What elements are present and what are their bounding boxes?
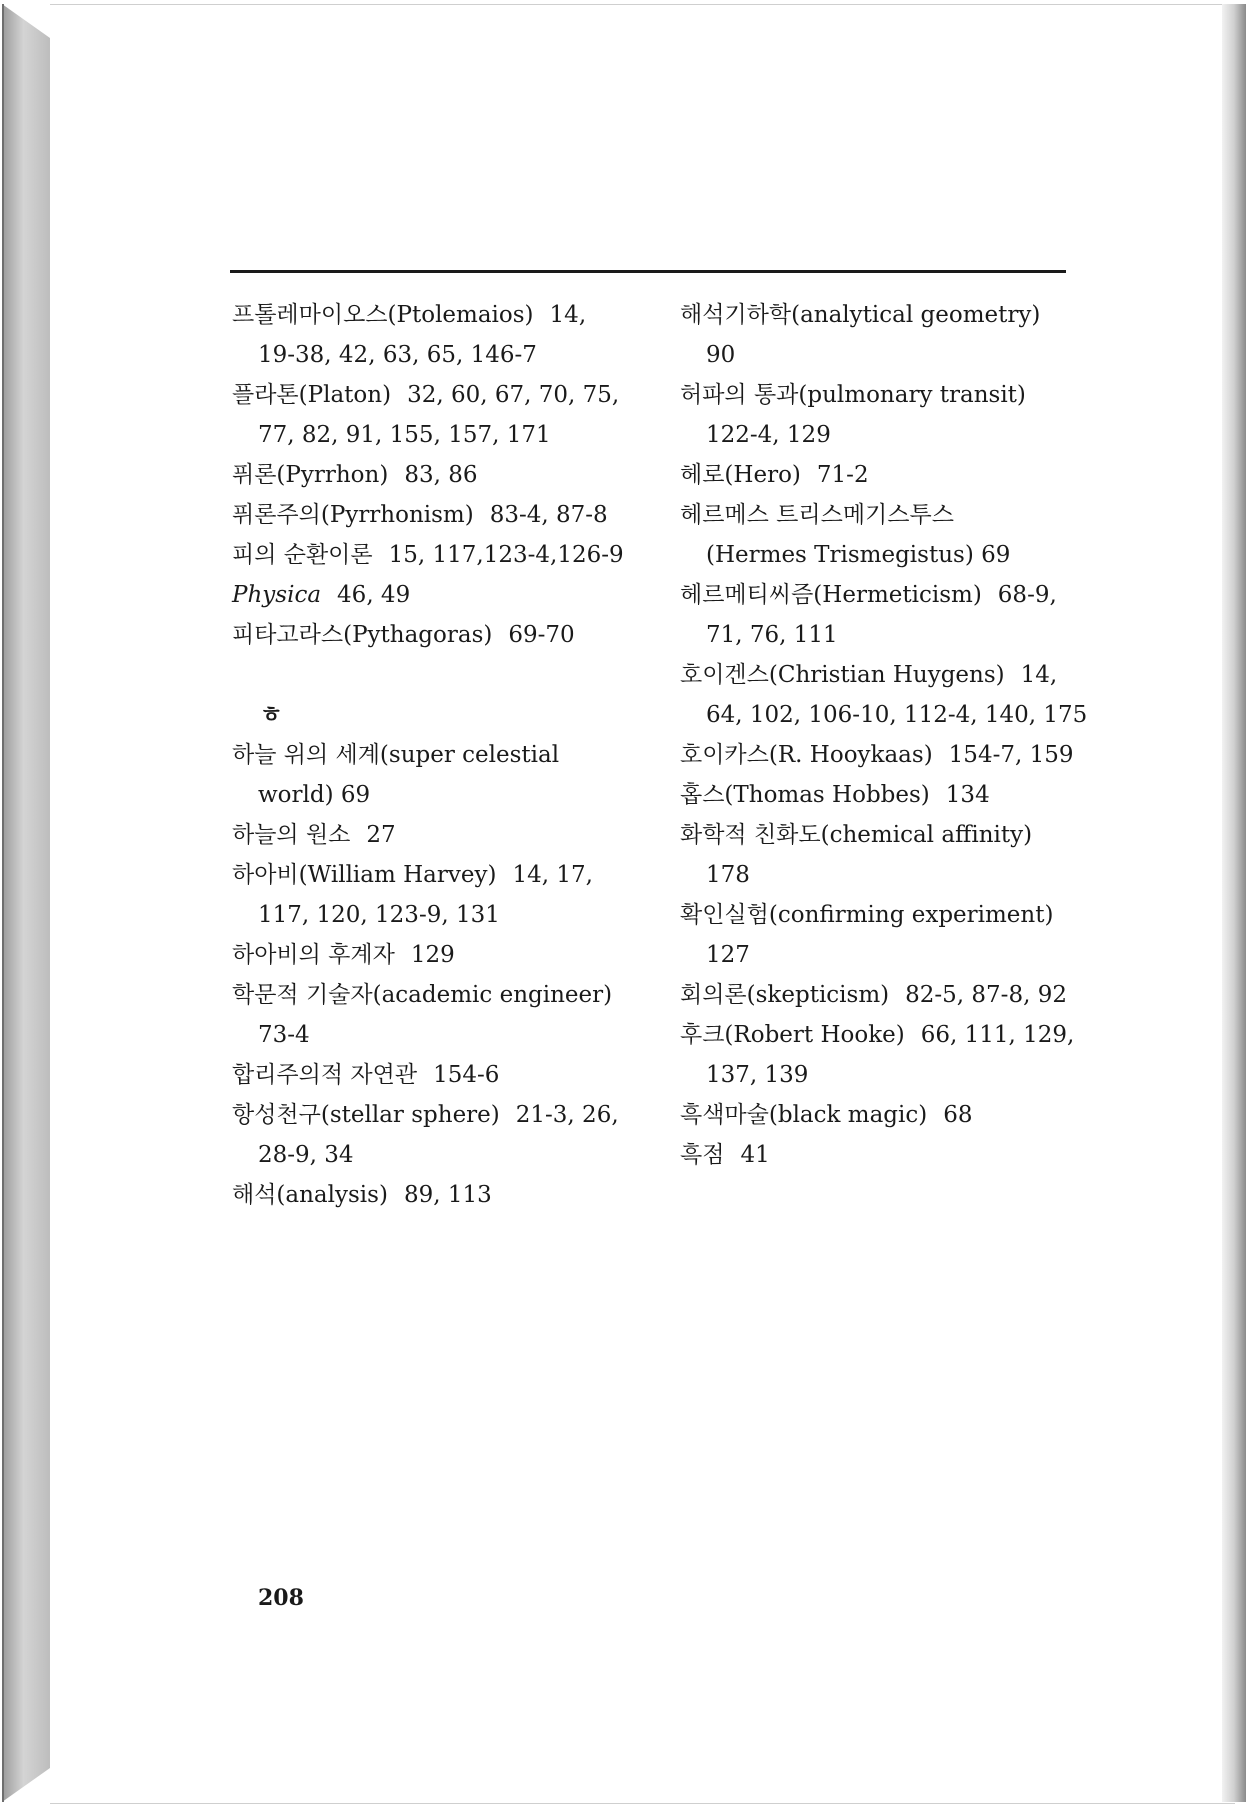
index-continuation (232, 335, 632, 375)
index-term (232, 495, 632, 535)
continuation-text: 117, 120, 123-9, 131 (258, 902, 500, 928)
index-term (680, 295, 1080, 335)
index-entry (232, 455, 632, 495)
index-entry (232, 575, 632, 615)
index-entry (680, 375, 1080, 455)
term-text: 프톨레마이오스(Ptolemaios) (232, 302, 534, 328)
page-references: 134 (945, 782, 990, 808)
index-entry (232, 1055, 632, 1095)
index-entry (232, 935, 632, 975)
page-references: 32, 60, 67, 70, 75, (407, 382, 620, 408)
index-term (232, 295, 632, 335)
index-term (680, 575, 1080, 615)
page-references: 69-70 (508, 622, 575, 648)
index-entry (232, 295, 632, 375)
page-references: 68-9, (997, 582, 1057, 608)
index-continuation (680, 935, 1080, 975)
index-continuation (680, 855, 1080, 895)
page-references: 14, (1020, 662, 1058, 688)
page-number: 208 (258, 1585, 304, 1611)
index-term (232, 815, 632, 855)
index-entry (680, 575, 1080, 655)
index-continuation (680, 415, 1080, 455)
term-text: 흑점 (680, 1142, 725, 1168)
index-entry (680, 1095, 1080, 1135)
index-continuation (680, 695, 1088, 735)
page-references: 83-4, 87-8 (489, 502, 608, 528)
spine-edge (2, 4, 4, 1802)
index-term (232, 1095, 632, 1135)
index-term (232, 855, 632, 895)
page-references: 154-6 (433, 1062, 500, 1088)
index-continuation (680, 535, 1080, 575)
index-term (680, 775, 1080, 815)
header-rule (230, 270, 1066, 273)
index-term (232, 455, 632, 495)
page-references: 129 (410, 942, 455, 968)
page-references: 82-5, 87-8, 92 (905, 982, 1067, 1008)
page-references: 27 (366, 822, 396, 848)
index-entry (232, 615, 632, 655)
continuation-text: 28-9, 34 (258, 1142, 354, 1168)
continuation-text: 137, 139 (706, 1062, 809, 1088)
index-term (232, 1175, 632, 1215)
index-entry (680, 975, 1080, 1015)
index-term (680, 455, 1080, 495)
page-references: 154-7, 159 (948, 742, 1074, 768)
index-term (232, 975, 632, 1015)
page-references: 46, 49 (337, 582, 411, 608)
index-continuation (680, 615, 1080, 655)
index-term (680, 495, 1080, 535)
index-continuation (232, 895, 632, 935)
page-references: 14, 17, (512, 862, 593, 888)
continuation-text: 178 (706, 862, 750, 888)
term-text: 피의 순환이론 (232, 542, 373, 568)
continuation-text: 19-38, 42, 63, 65, 146-7 (258, 342, 537, 368)
term-text: 하아비(William Harvey) (232, 862, 497, 888)
index-entry (232, 495, 632, 535)
index-entry (680, 735, 1080, 775)
term-text: 해석(analysis) (232, 1182, 388, 1208)
term-text: 플라톤(Platon) (232, 382, 392, 408)
index-entry (232, 1095, 632, 1175)
index-term (680, 735, 1080, 775)
index-entry (680, 1015, 1080, 1095)
index-term (680, 895, 1080, 935)
index-term (680, 1095, 1080, 1135)
term-text: 해석기하학(analytical geometry) (680, 302, 1041, 328)
continuation-text: (Hermes Trismegistus) 69 (706, 542, 1011, 568)
term-text: 호이겐스(Christian Huygens) (680, 662, 1005, 688)
page-references: 41 (740, 1142, 770, 1168)
term-text: 합리주의적 자연관 (232, 1062, 418, 1088)
index-continuation (680, 1055, 1080, 1095)
index-term (232, 1055, 632, 1095)
page-references: 71-2 (816, 462, 869, 488)
continuation-text: world) 69 (258, 782, 371, 808)
index-continuation (232, 775, 632, 815)
term-text: 학문적 기술자(academic engineer) (232, 982, 613, 1008)
page-references: 83, 86 (404, 462, 478, 488)
index-entry (680, 1135, 1080, 1175)
index-entry (232, 735, 632, 815)
term-text: 흑색마술(black magic) (680, 1102, 928, 1128)
index-entry (232, 815, 632, 855)
page-references: 68 (943, 1102, 973, 1128)
continuation-text: 90 (706, 342, 736, 368)
index-term (680, 1015, 1080, 1055)
section-letter: ㅎ (260, 701, 283, 728)
term-text: 확인실험(confirming experiment) (680, 902, 1054, 928)
section-heading (232, 655, 632, 735)
index-term (680, 375, 1080, 415)
page-right-edge (1222, 4, 1246, 1802)
term-text: 헤르메스 트리스메기스투스 (680, 502, 954, 528)
index-term (232, 535, 632, 575)
term-text: 후크(Robert Hooke) (680, 1022, 905, 1048)
page-references: 14, (549, 302, 587, 328)
term-text: 퓌론주의(Pyrrhonism) (232, 502, 474, 528)
index-term (232, 615, 632, 655)
term-text: 하아비의 후계자 (232, 942, 395, 968)
continuation-text: 122-4, 129 (706, 422, 831, 448)
term-text: 항성천구(stellar sphere) (232, 1102, 500, 1128)
index-entry (232, 855, 632, 935)
index-entry (232, 535, 632, 575)
index-entry (680, 895, 1080, 975)
term-text: 피타고라스(Pythagoras) (232, 622, 493, 648)
index-continuation (232, 1135, 632, 1175)
term-text: 하늘 위의 세계(super celestial (232, 742, 560, 768)
index-entry (680, 455, 1080, 495)
term-text: Physica (232, 582, 322, 608)
index-term (680, 975, 1080, 1015)
index-entry (680, 815, 1080, 895)
term-text: 호이카스(R. Hooykaas) (680, 742, 933, 768)
page-references: 89, 113 (403, 1182, 492, 1208)
term-text: 헤로(Hero) (680, 462, 801, 488)
continuation-text: 127 (706, 942, 750, 968)
term-text: 허파의 통과(pulmonary transit) (680, 382, 1026, 408)
term-text: 퓌론(Pyrrhon) (232, 462, 389, 488)
page-references: 15, 117,123-4,126-9 (388, 542, 624, 568)
index-column-left (232, 295, 632, 1215)
index-term (680, 1135, 1080, 1175)
index-continuation (232, 1015, 632, 1055)
index-term (232, 935, 632, 975)
index-entry (232, 1175, 632, 1215)
term-text: 하늘의 원소 (232, 822, 351, 848)
index-term (680, 655, 1080, 695)
index-entry (680, 775, 1080, 815)
term-text: 헤르메티씨즘(Hermeticism) (680, 582, 982, 608)
page-references: 66, 111, 129, (920, 1022, 1075, 1048)
page-references: 21-3, 26, (515, 1102, 619, 1128)
continuation-text: 77, 82, 91, 155, 157, 171 (258, 422, 551, 448)
continuation-text: 64, 102, 106-10, 112-4, 140, 175 (706, 702, 1088, 728)
index-term (232, 735, 632, 775)
continuation-text: 73-4 (258, 1022, 310, 1048)
index-column-right (680, 295, 1088, 1175)
index-entry (680, 495, 1080, 575)
index-term (232, 375, 632, 415)
index-continuation (680, 335, 1080, 375)
index-continuation (232, 415, 632, 455)
term-text: 회의론(skepticism) (680, 982, 890, 1008)
book-spine (2, 4, 50, 1802)
term-text: 홉스(Thomas Hobbes) (680, 782, 930, 808)
index-entry (680, 295, 1080, 375)
index-entry (232, 375, 632, 455)
index-term (232, 575, 632, 615)
index-term (680, 815, 1080, 855)
index-entry (232, 975, 632, 1055)
term-text: 화학적 친화도(chemical affinity) (680, 822, 1033, 848)
continuation-text: 71, 76, 111 (706, 622, 838, 648)
index-entry (680, 655, 1088, 735)
